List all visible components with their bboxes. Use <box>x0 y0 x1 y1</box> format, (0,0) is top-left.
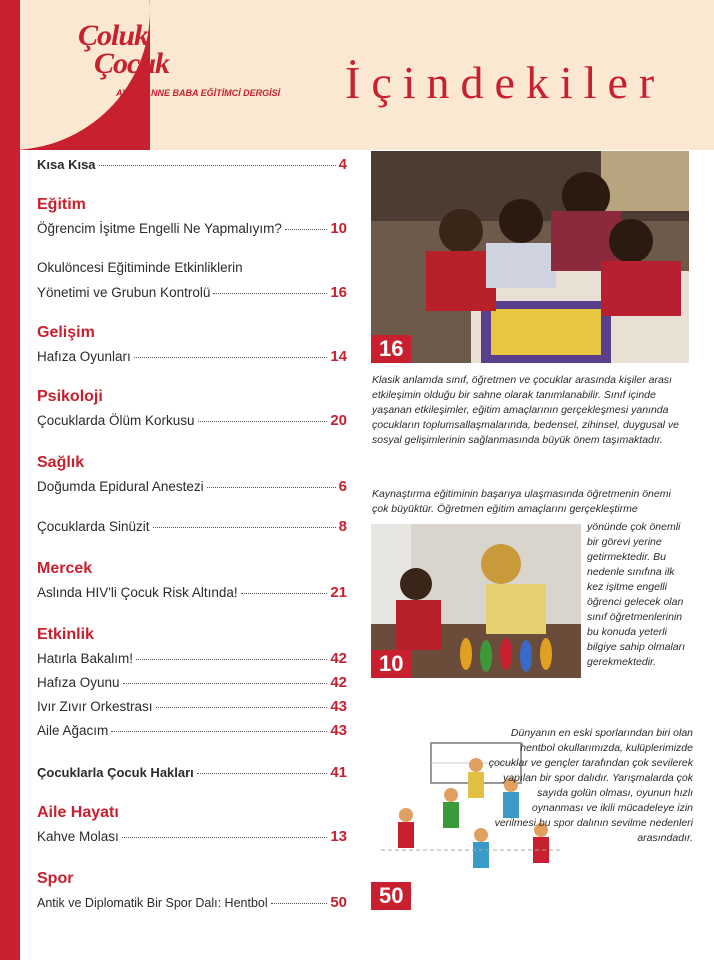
toc-entry[interactable]: Doğumda Epidural Anestezi 6 <box>37 478 347 495</box>
section-mercek: Mercek <box>37 560 93 577</box>
left-red-band <box>0 0 20 960</box>
page-number-badge: 50 <box>371 882 411 910</box>
toc-entry[interactable]: Çocuklarda Sinüzit 8 <box>37 518 347 535</box>
toc-entry[interactable]: Ivır Zıvır Orkestrası 43 <box>37 698 347 715</box>
toc-entry[interactable]: Aile Ağacım 43 <box>37 722 347 739</box>
toc-entry-haklar[interactable]: Çocuklarla Çocuk Hakları 41 <box>37 764 347 781</box>
magazine-logo <box>78 19 298 112</box>
toc-entry-line[interactable]: Okulöncesi Eğitiminde Etkinliklerin <box>37 260 243 275</box>
caption-inclusion-side: yönünde çok önemli bir görevi yerine getirmektedir. Bu nedenle sınıfına ilk kez işitme engelli öğrenci gelecek olan sınıf öğretmenlerinin bu konuda yeterli bilgiye sahip olmaları gerekmektedir. <box>587 521 686 668</box>
logo-line-1: Çoluk <box>78 19 149 52</box>
toc-entry[interactable]: Kahve Molası 13 <box>37 828 347 845</box>
children-bowling-photo[interactable] <box>371 524 581 678</box>
caption-inclusion-top: Kaynaştırma eğitiminin başarıya ulaşmasında öğretmenin önemi çok büyüktür. Öğretmen eğitim amaçlarını gerçekleştirme <box>372 488 671 515</box>
toc-entry[interactable]: Yönetimi ve Grubun Kontrolü 16 <box>37 284 347 301</box>
section-aile: Aile Hayatı <box>37 804 119 821</box>
classroom-illustration <box>371 151 689 363</box>
page-title: İçindekiler <box>345 57 666 108</box>
toc-entry[interactable]: Hafıza Oyunları 14 <box>37 348 347 365</box>
toc-entry-kisa[interactable]: Kısa Kısa 4 <box>37 156 347 173</box>
toc-entry[interactable]: Aslında HIV'li Çocuk Risk Altında! 21 <box>37 584 347 601</box>
toc-entry[interactable]: Çocuklarda Ölüm Korkusu 20 <box>37 412 347 429</box>
toc-entry[interactable]: Öğrencim İşitme Engelli Ne Yapmalıyım? 10 <box>37 220 347 237</box>
section-gelisim: Gelişim <box>37 324 95 341</box>
toc-entry[interactable]: Hafıza Oyunu 42 <box>37 674 347 691</box>
caption-classroom: Klasik anlamda sınıf, öğretmen ve çocuklar arasında kişiler arası etkileşimin olduğu bir sahne olarak tanımlanabilir. Sınıf içinde yaşanan etkileşimler, eğitim amaçlarının gerçekleşmesi yanında çocukların toplumsallaşmalarında, bedensel, zihinsel, duygusal ve sosyal gelişimlerinin sağlanmasında büyük önem taşımaktadır. <box>372 374 680 446</box>
toc-entry[interactable]: Antik ve Diplomatik Bir Spor Dalı: Hentbol 50 <box>37 894 347 911</box>
toc-entry[interactable]: Hatırla Bakalım! 42 <box>37 650 347 667</box>
section-spor: Spor <box>37 870 74 887</box>
caption-handball: Dünyanın en eski sporlarından biri olan hentbol okullarımızda, kulüplerimizde çocuklar ve gençler tarafından çok sevilerek yapılan bir spor dalıdır. Yarışmalarda çok sayıda golün olması, oyunun hızlı oynanması ve ikili mücadeleye izin verilmesi bu spor dalının sevilme nedenleri arasındadır. <box>488 727 693 844</box>
page-number-badge: 10 <box>371 650 411 678</box>
logo-subtitle: AYLIK ANNE BABA EĞİTİMCİ DERGİSİ <box>116 88 281 98</box>
classroom-photo[interactable] <box>371 151 689 363</box>
section-etkinlik: Etkinlik <box>37 626 94 643</box>
page-number-badge: 16 <box>371 335 411 363</box>
section-egitim: Eğitim <box>37 196 86 213</box>
section-psikoloji: Psikoloji <box>37 388 103 405</box>
logo-line-2: Çocuk <box>94 47 170 80</box>
section-saglik: Sağlık <box>37 454 85 471</box>
